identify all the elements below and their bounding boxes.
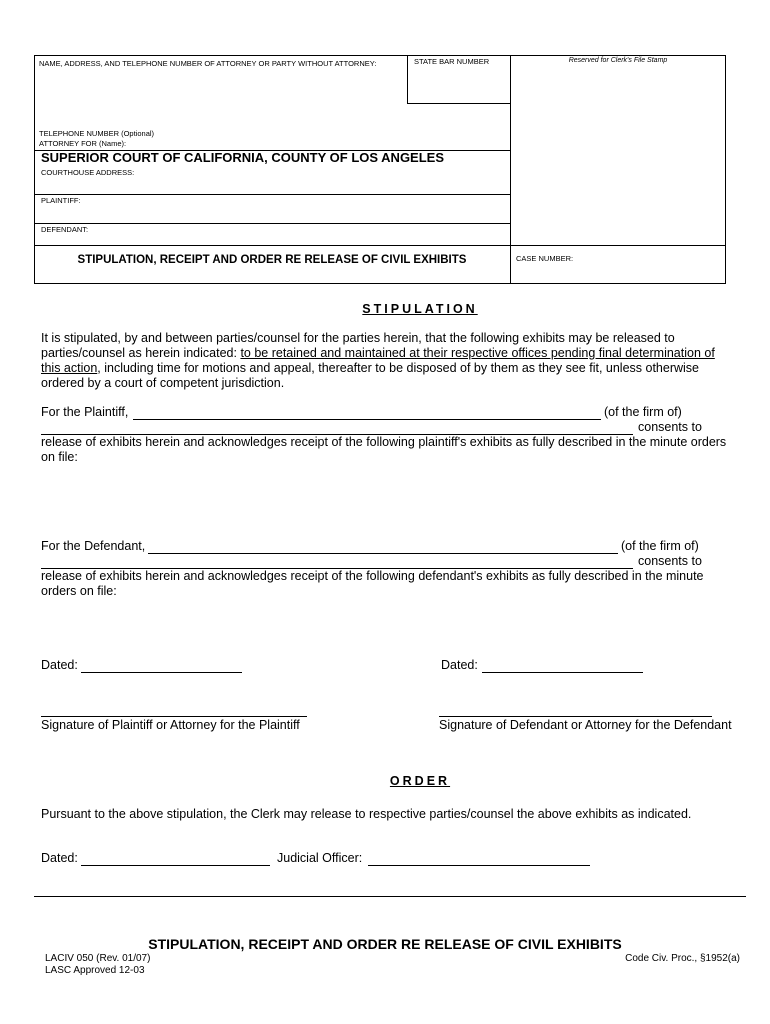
attorney-info-field[interactable] <box>38 70 404 126</box>
plaintiff-release-text: release of exhibits herein and acknowledges receipt of the following plaintiff's exhibits as fully described in the minute orders on file: <box>41 435 727 464</box>
clerk-stamp-label: Reserved for Clerk's File Stamp <box>568 57 668 64</box>
defendant-name-line[interactable] <box>148 553 618 554</box>
stipulation-intro <box>41 331 731 391</box>
defendant-signature-line[interactable] <box>439 716 712 717</box>
footer-form-number: LACIV 050 (Rev. 01/07) <box>45 953 151 964</box>
plaintiff-label: PLAINTIFF: <box>41 196 81 205</box>
caption-line-2 <box>34 194 511 195</box>
courthouse-label: COURTHOUSE ADDRESS: <box>41 168 135 177</box>
defendant-consents: consents to <box>638 554 702 568</box>
order-dated-line[interactable] <box>81 865 270 866</box>
footer-rule <box>34 896 746 897</box>
plaintiff-dated-line[interactable] <box>81 672 242 673</box>
court-name: SUPERIOR COURT OF CALIFORNIA, COUNTY OF LOS ANGELES <box>41 150 445 165</box>
footer-code: Code Civ. Proc., §1952(a) <box>625 953 740 964</box>
order-text: Pursuant to the above stipulation, the Clerk may release to respective parties/counsel the above exhibits as indicated. <box>41 807 692 821</box>
telephone-label: TELEPHONE NUMBER (Optional) <box>39 129 155 138</box>
stipulation-heading: STIPULATION <box>362 302 478 316</box>
defendant-dated-label: Dated: <box>441 658 478 672</box>
caption-line-3 <box>34 223 511 224</box>
caption-line-4 <box>34 245 726 246</box>
defendant-label: DEFENDANT: <box>41 225 89 234</box>
plaintiff-signature-label: Signature of Plaintiff or Attorney for the Plaintiff <box>41 718 300 732</box>
order-dated-label: Dated: <box>41 851 78 865</box>
defendant-prefix: For the Defendant, <box>41 539 146 553</box>
attorney-label: NAME, ADDRESS, AND TELEPHONE NUMBER OF ATTORNEY OR PARTY WITHOUT ATTORNEY: <box>39 59 377 68</box>
defendant-release-text: release of exhibits herein and acknowledges receipt of the following defendant's exhibits as fully described in the minute orders on file: <box>41 569 704 598</box>
order-heading: ORDER <box>389 774 451 788</box>
intro-part1: It is stipulated, by and between parties/counsel for the parties herein, that the following exhibits may be released to parties/counsel as herein indicated: <box>41 331 675 360</box>
footer-title: STIPULATION, RECEIPT AND ORDER RE RELEASE OF CIVIL EXHIBITS <box>148 936 622 952</box>
plaintiff-prefix: For the Plaintiff, <box>41 405 129 419</box>
footer-approved: LASC Approved 12-03 <box>45 965 145 976</box>
plaintiff-consents: consents to <box>638 420 702 434</box>
attorney-for-label: ATTORNEY FOR (Name): <box>39 139 127 148</box>
plaintiff-signature-line[interactable] <box>41 716 307 717</box>
judicial-officer-label: Judicial Officer: <box>277 851 363 865</box>
intro-part2: , including time for motions and appeal, thereafter to be disposed of by them as they see fit, unless otherwise ordered by a court of competent jurisdiction. <box>41 361 700 390</box>
judicial-officer-line[interactable] <box>368 865 590 866</box>
form-title: STIPULATION, RECEIPT AND ORDER RE RELEASE OF CIVIL EXHIBITS <box>77 254 467 266</box>
defendant-signature-label: Signature of Defendant or Attorney for the Defendant <box>439 718 732 732</box>
plaintiff-name-line[interactable] <box>133 419 601 420</box>
intro-underlined: to be retained and maintained at their respective offices pending final determination of this action <box>41 346 715 375</box>
case-number-label: CASE NUMBER: <box>516 254 574 263</box>
defendant-dated-line[interactable] <box>482 672 643 673</box>
state-bar-label: STATE BAR NUMBER <box>414 57 490 66</box>
defendant-firm-of: (of the firm of) <box>621 539 699 553</box>
plaintiff-dated-label: Dated: <box>41 658 78 672</box>
plaintiff-firm-of: (of the firm of) <box>604 405 682 419</box>
